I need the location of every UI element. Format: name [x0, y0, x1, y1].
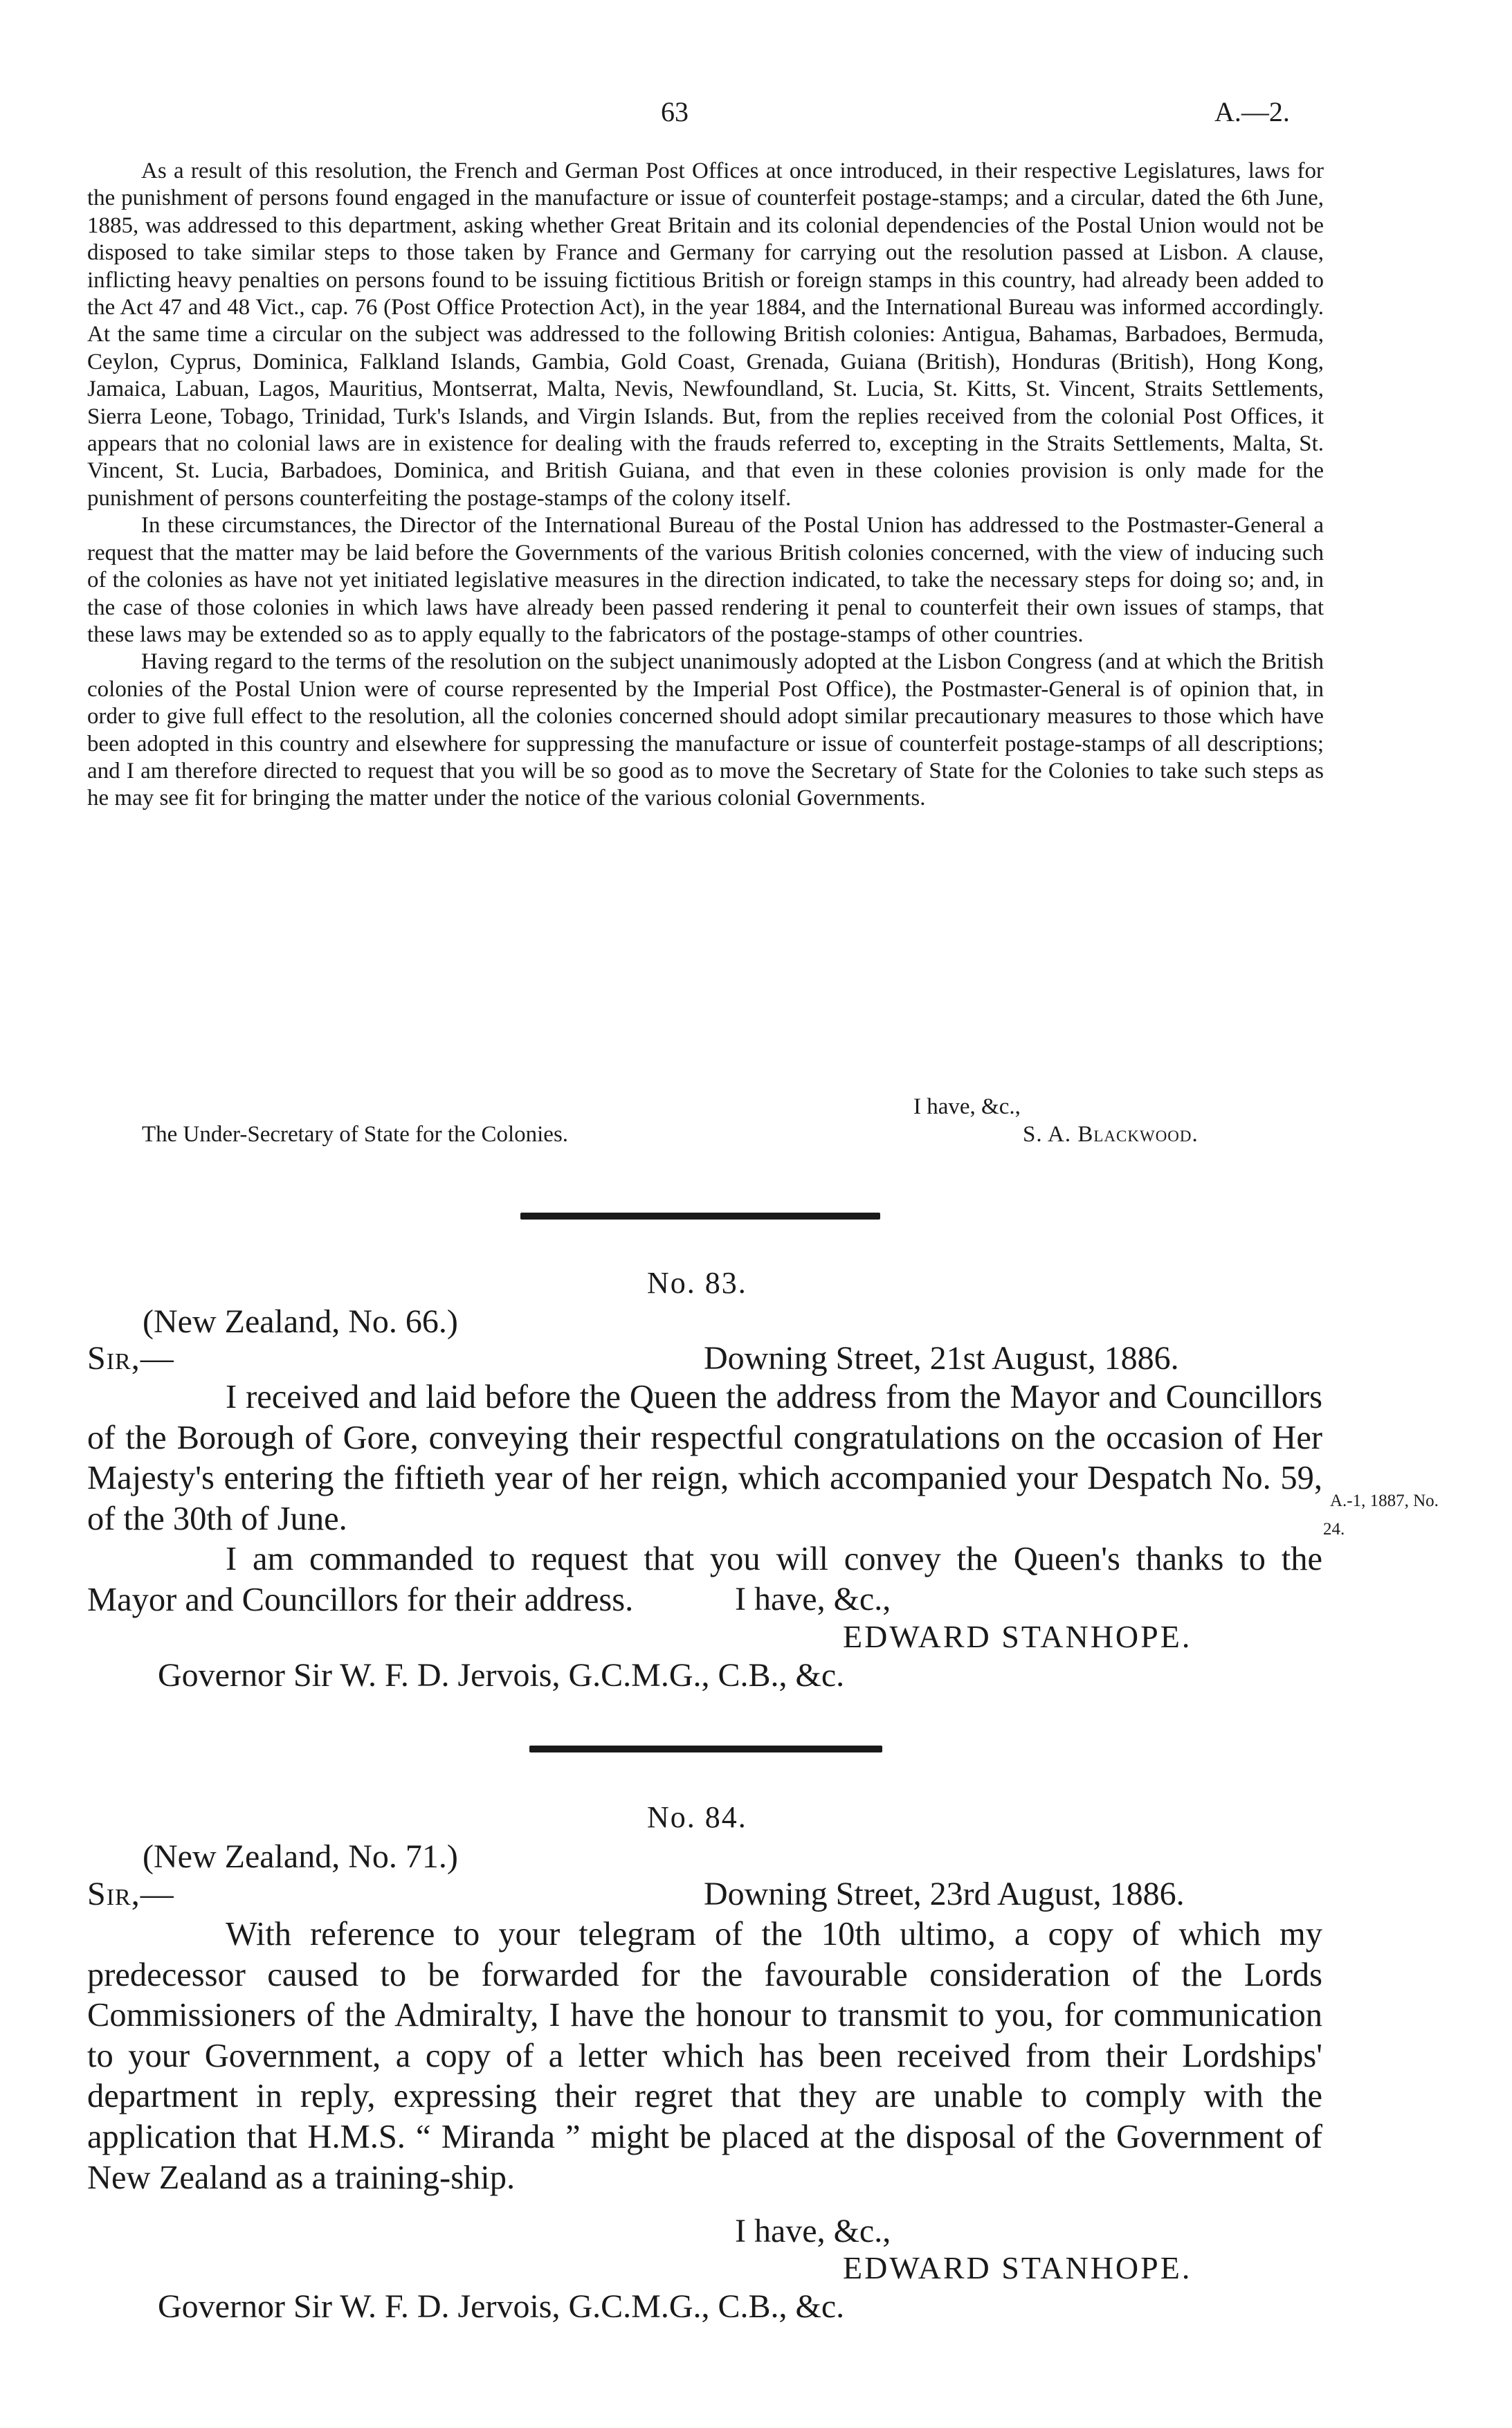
letter-84-body — [87, 1914, 1322, 2198]
body-paragraph: I am commanded to request that you will convey the Queen's thanks to the Mayor and Councillors for their address. — [87, 1541, 1322, 1618]
letter-reference: (New Zealand, No. 66.) — [143, 1303, 458, 1340]
addressee: Governor Sir W. F. D. Jervois, G.C.M.G., C.B., &c. — [158, 1657, 845, 1694]
page-number: 63 — [661, 96, 689, 127]
place-date: Downing Street, 21st August, 1886. — [704, 1340, 1179, 1377]
section-divider — [520, 1213, 880, 1220]
signature: EDWARD STANHOPE. — [843, 1619, 1192, 1654]
body-paragraph: As a result of this resolution, the French and German Post Offices at once introduced, in their respective Legislatures, laws for the punishment of persons found engaged in the manufacture or issue of counterfeit postage-stamps; and a circular, dated the 6th June, 1885, was addressed to this department, asking whether Great Britain and its colonial dependencies of the Postal Union would not be disposed to take similar steps to those taken by France and Germany for carrying out the resolution passed at Lisbon. A clause, inflicting heavy penalties on persons found to be issuing fictitious British or foreign stamps in this country, had already been added to the Act 47 and 48 Vict., cap. 76 (Post Office Protection Act), in the year 1884, and the International Bureau was informed accordingly. At the same time a circular on the subject was addressed to the following British colonies: Antigua, Bahamas, Barbadoes, Bermuda, Ceylon, Cyprus, Dominica, Falkland Islands, Gambia, Gold Coast, Grenada, Guiana (British), Honduras (British), Hong Kong, Jamaica, Labuan, Lagos, Mauritius, Montserrat, Malta, Nevis, Newfoundland, St. Lucia, St. Kitts, St. Vincent, Straits Settlements, Sierra Leone, Tobago, Trinidad, Turk's Islands, and Virgin Islands. But, from the replies received from the colonial Post Offices, it appears that no colonial laws are in existence for dealing with the frauds referred to, excepting in the Straits Settlements, Malta, St. Vincent, St. Lucia, Barbadoes, Dominica, and British Guiana, and that even in these colonies provision is only made for the punishment of persons counterfeiting the postage-stamps of the colony itself. — [87, 158, 1324, 511]
body-paragraph: I received and laid before the Queen the address from the Mayor and Councillors of the Borough of Gore, conveying their respectful congratulations on the occasion of Her Majesty's entering the fiftieth year of her reign, which accompanied your Despatch No. 59, of the 30th of June. — [87, 1379, 1322, 1537]
salutation: Sir,— — [87, 1876, 174, 1912]
addressee: Governor Sir W. F. D. Jervois, G.C.M.G., C.B., &c. — [158, 2288, 845, 2325]
body-paragraph: In these circumstances, the Director of the International Bureau of the Postal Union has addressed to the Postmaster-General a request that the matter may be laid before the Governments of the various British colonies concerned, with the view of inducing such of the colonies as have not yet initiated legislative measures in the direction indicated, to take the necessary steps for doing so; and, in the case of those colonies in which laws have already been passed rendering it penal to counterfeit their own issues of stamps, that these laws may be extended so as to apply equally to the fabricators of the postage-stamps of other countries. — [87, 513, 1324, 647]
salutation: Sir,— — [87, 1340, 174, 1377]
closing-line: I have, &c., — [735, 2213, 891, 2249]
letter-82-body — [87, 158, 1324, 813]
body-paragraph: Having regard to the terms of the resolution on the subject unanimously adopted at the Lisbon Congress (and at which the British colonies of the Postal Union were of course represented by the Imperial Post Office), the Postmaster-General is of opinion that, in order to give full effect to the resolution, all the colonies concerned should adopt similar precautionary measures to those which have been adopted in this country and elsewhere for suppressing the manufacture or issue of counterfeit postage-stamps of all descriptions; and I am therefore directed to request that you will be so good as to move the Secretary of State for the Colonies to take such steps as he may see fit for bringing the matter under the notice of the various colonial Governments. — [87, 649, 1324, 811]
letter-83-body — [87, 1377, 1322, 1621]
letter-number: No. 83. — [647, 1266, 747, 1300]
signature: EDWARD STANHOPE. — [843, 2250, 1192, 2285]
closing-line: I have, &c., — [913, 1094, 1021, 1119]
closing-line: I have, &c., — [735, 1581, 891, 1618]
document-reference: A.—2. — [1214, 96, 1290, 127]
addressee: The Under-Secretary of State for the Colonies. — [142, 1122, 569, 1147]
letter-number: No. 84. — [647, 1800, 747, 1834]
signature: S. A. Blackwood. — [1023, 1122, 1199, 1147]
letter-reference: (New Zealand, No. 71.) — [143, 1838, 458, 1875]
section-divider — [529, 1746, 882, 1752]
place-date: Downing Street, 23rd August, 1886. — [704, 1876, 1185, 1912]
margin-note: A.-1, 1887, No. — [1330, 1492, 1439, 1510]
body-paragraph: With reference to your telegram of the 10th ultimo, a copy of which my predecessor caused to be forwarded for the favourable consideration of the Lords Commissioners of the Admiralty, I have the honour to transmit to you, for communication to your Government, a copy of a letter which has been received from their Lordships' department in reply, expressing their regret that they are unable to comply with the application that H.M.S. “ Miranda ” might be placed at the disposal of the Government of New Zealand as a training-ship. — [87, 1916, 1322, 2196]
margin-note: 24. — [1323, 1520, 1345, 1539]
